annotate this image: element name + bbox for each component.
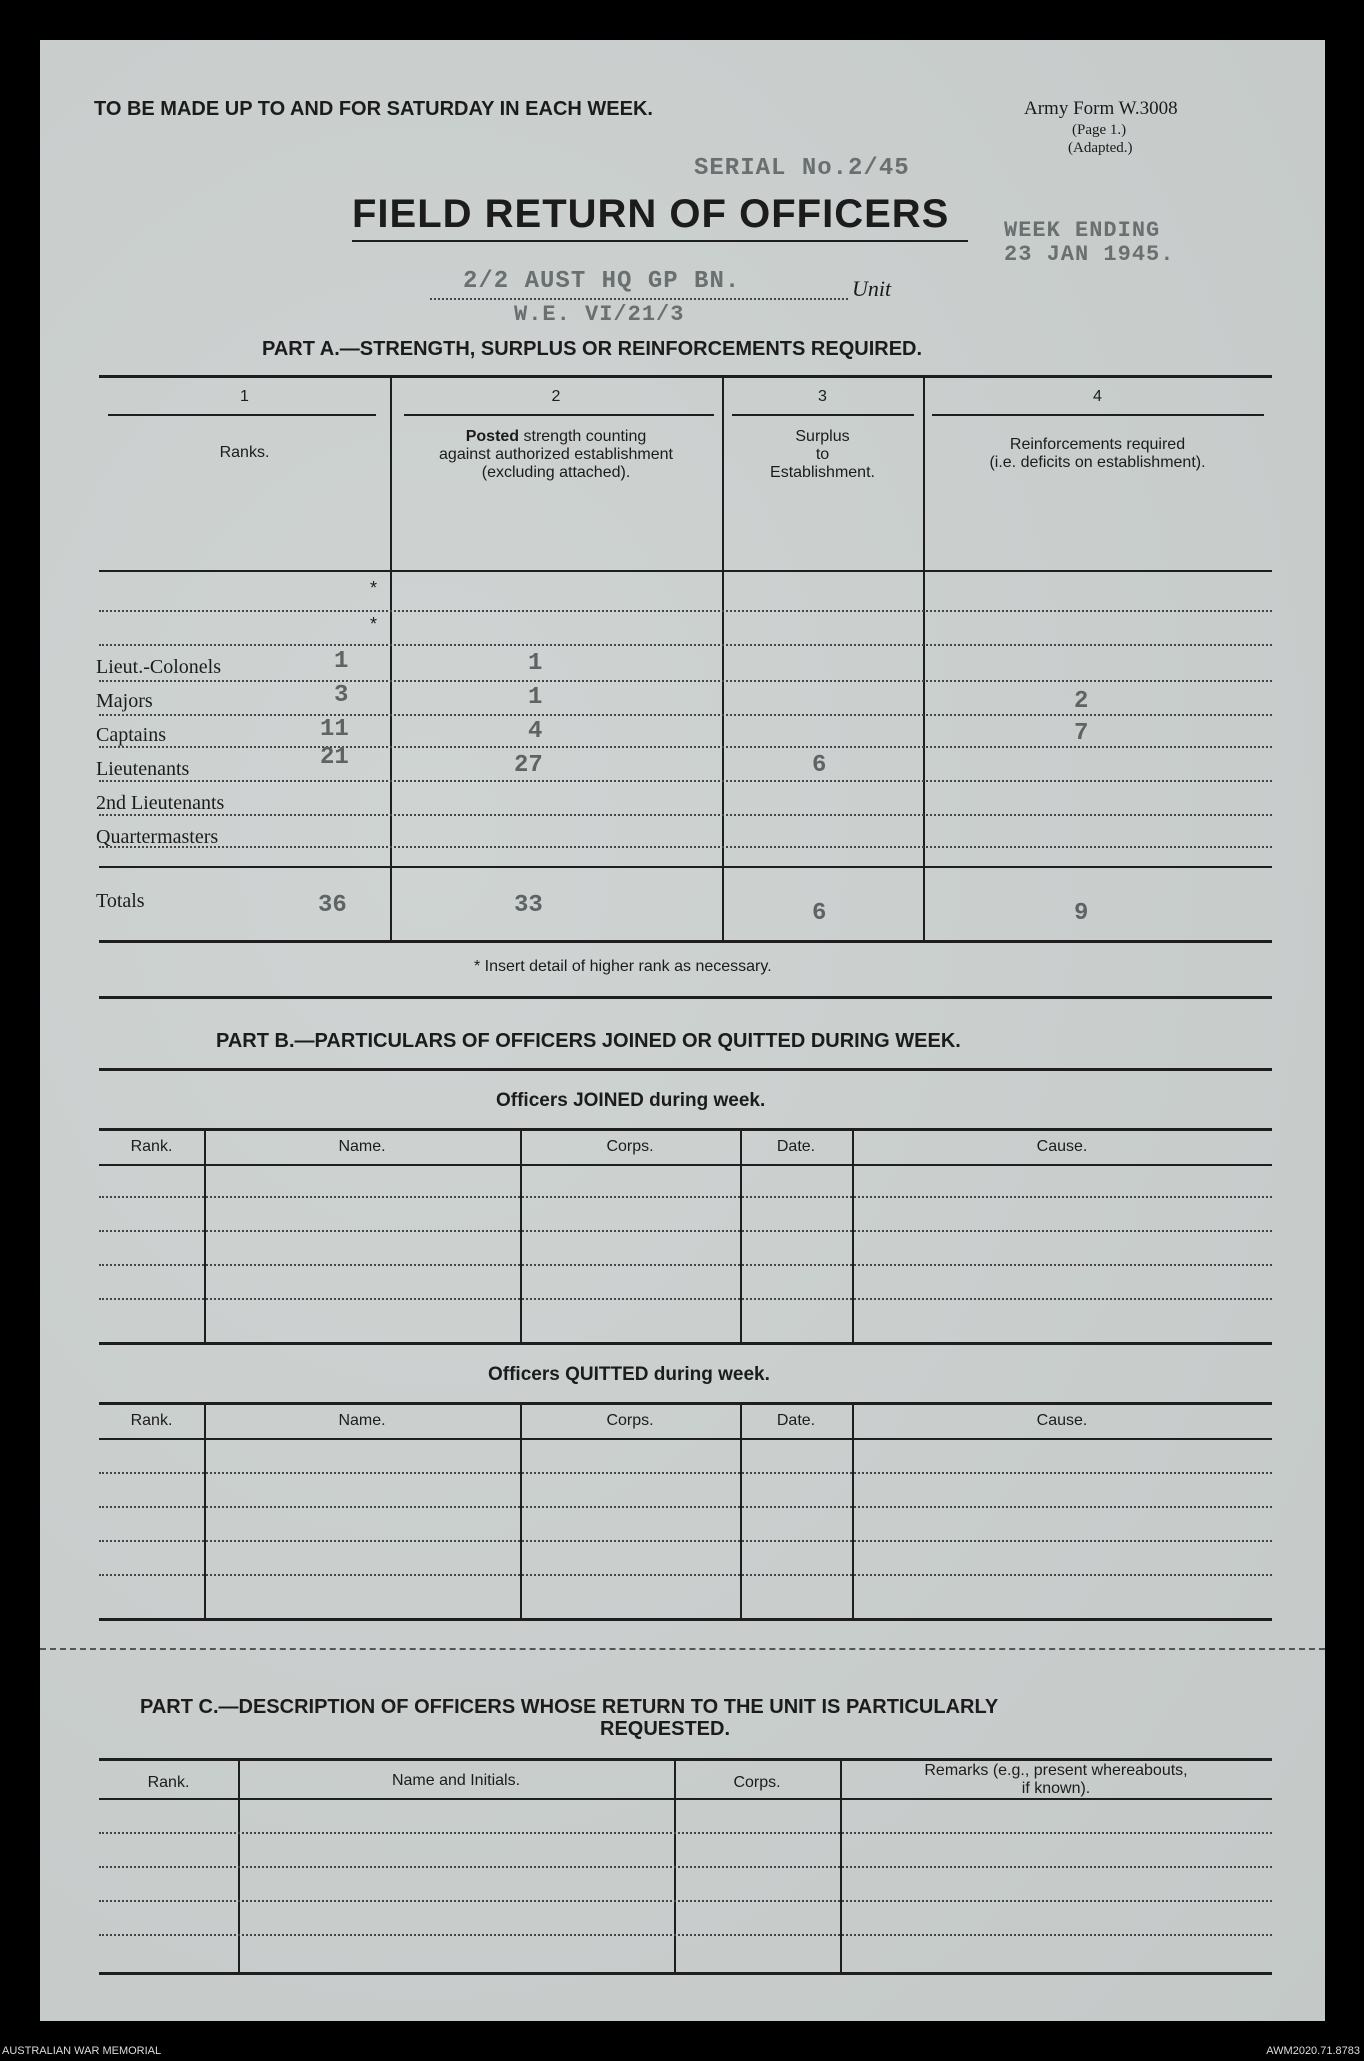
quitted-row bbox=[99, 1506, 1272, 1508]
posted-lieut-colonels: 1 bbox=[528, 650, 543, 677]
perforation-line bbox=[40, 1648, 1325, 1650]
part-c-row bbox=[99, 1900, 1272, 1902]
totals-posted: 33 bbox=[514, 892, 543, 919]
part-c-row bbox=[99, 1832, 1272, 1834]
reinforcements-majors: 2 bbox=[1074, 688, 1089, 715]
column-number-3: 3 bbox=[818, 388, 827, 405]
instruction-text: TO BE MADE UP TO AND FOR SATURDAY IN EACH WEEK. bbox=[94, 98, 653, 120]
archive-name: AUSTRALIAN WAR MEMORIAL bbox=[2, 2045, 162, 2057]
page-number: (Page 1.) bbox=[1072, 122, 1127, 138]
rank-quartermasters: Quartermasters bbox=[96, 826, 219, 848]
rank-majors: Majors bbox=[96, 690, 153, 712]
totals-reinforcements: 9 bbox=[1074, 900, 1089, 927]
unit-value: 2/2 AUST HQ GP BN. bbox=[463, 268, 741, 295]
war-establishment-stamp: W.E. VI/21/3 bbox=[514, 302, 685, 327]
joined-row bbox=[99, 1230, 1272, 1232]
joined-row bbox=[99, 1196, 1272, 1198]
quitted-col-name: Name. bbox=[338, 1412, 386, 1429]
part-b-title: PART B.—PARTICULARS OF OFFICERS JOINED OR QUITTED DURING WEEK. bbox=[216, 1030, 961, 1052]
archive-reference: AWM2020.71.8783 bbox=[1266, 2045, 1360, 2057]
joined-col-cause: Cause. bbox=[1036, 1138, 1088, 1155]
quitted-table-title: Officers QUITTED during week. bbox=[488, 1364, 770, 1385]
quitted-row bbox=[99, 1472, 1272, 1474]
star-marker: * bbox=[370, 614, 378, 634]
column-number-1: 1 bbox=[240, 388, 249, 405]
surplus-lieutenants: 6 bbox=[812, 752, 827, 779]
quitted-col-date: Date. bbox=[776, 1412, 816, 1429]
quitted-row bbox=[99, 1574, 1272, 1576]
adapted-note: (Adapted.) bbox=[1068, 140, 1133, 156]
part-c-title-line1: PART C.—DESCRIPTION OF OFFICERS WHOSE RETURN TO THE UNIT IS PARTICULARLY bbox=[140, 1696, 999, 1718]
part-c-col-rank: Rank. bbox=[147, 1774, 190, 1791]
posted-lieutenants: 27 bbox=[514, 752, 543, 779]
form-title: FIELD RETURN OF OFFICERS bbox=[352, 192, 950, 236]
part-c-col-remarks: Remarks (e.g., present whereabouts, if known). bbox=[924, 1762, 1188, 1797]
part-c-row bbox=[99, 1866, 1272, 1868]
part-c-col-name: Name and Initials. bbox=[391, 1772, 521, 1789]
column-header-surplus: Surplus to Establishment. bbox=[770, 428, 875, 481]
joined-col-corps: Corps. bbox=[606, 1138, 654, 1155]
column-header-reinforcements: Reinforcements required (i.e. deficits on establishment). bbox=[989, 436, 1206, 471]
joined-col-rank: Rank. bbox=[130, 1138, 173, 1155]
totals-label: Totals bbox=[96, 890, 145, 912]
rank-lieutenants: Lieutenants bbox=[96, 758, 190, 780]
part-c-row bbox=[99, 1934, 1272, 1936]
joined-row bbox=[99, 1298, 1272, 1300]
quitted-col-rank: Rank. bbox=[130, 1412, 173, 1429]
week-ending-label: WEEK ENDING bbox=[1004, 218, 1161, 243]
week-ending-date: 23 JAN 1945. bbox=[1004, 242, 1175, 267]
establishment-lieut-colonels: 1 bbox=[334, 648, 349, 675]
posted-captains: 4 bbox=[528, 718, 543, 745]
unit-dotted-line bbox=[430, 298, 848, 300]
column-number-2: 2 bbox=[551, 388, 561, 405]
archive-footer bbox=[0, 2045, 1364, 2061]
unit-label: Unit bbox=[852, 276, 892, 301]
joined-col-name: Name. bbox=[338, 1138, 386, 1155]
footnote-higher-rank: * Insert detail of higher rank as necessary. bbox=[474, 958, 772, 975]
establishment-lieutenants: 21 bbox=[320, 744, 349, 771]
rank-lieut-colonels: Lieut.-Colonels bbox=[96, 656, 221, 678]
army-form-number: Army Form W.3008 bbox=[1024, 98, 1178, 119]
part-a-title: PART A.—STRENGTH, SURPLUS OR REINFORCEMENTS REQUIRED. bbox=[262, 338, 923, 360]
form-sheet bbox=[40, 40, 1325, 2021]
rank-captains: Captains bbox=[96, 724, 166, 746]
totals-surplus: 6 bbox=[812, 900, 827, 927]
establishment-captains: 11 bbox=[320, 716, 349, 743]
quitted-col-cause: Cause. bbox=[1036, 1412, 1088, 1429]
column-header-posted: Posted strength counting against authorized establishment (excluding attached). bbox=[439, 428, 673, 481]
joined-col-date: Date. bbox=[776, 1138, 816, 1155]
column-header-ranks: Ranks. bbox=[219, 444, 270, 461]
joined-row bbox=[99, 1264, 1272, 1266]
quitted-row bbox=[99, 1540, 1272, 1542]
star-marker: * bbox=[370, 578, 378, 598]
title-underline bbox=[352, 240, 968, 242]
posted-majors: 1 bbox=[528, 684, 543, 711]
part-c-title-line2: REQUESTED. bbox=[600, 1718, 731, 1740]
reinforcements-captains: 7 bbox=[1074, 720, 1089, 747]
serial-number-stamp: SERIAL No.2/45 bbox=[694, 155, 910, 182]
totals-establishment: 36 bbox=[318, 892, 347, 919]
quitted-col-corps: Corps. bbox=[606, 1412, 654, 1429]
rank-2nd-lieutenants: 2nd Lieutenants bbox=[96, 792, 225, 814]
part-c-col-corps: Corps. bbox=[733, 1774, 781, 1791]
establishment-majors: 3 bbox=[334, 682, 349, 709]
column-number-4: 4 bbox=[1093, 388, 1102, 405]
joined-table-title: Officers JOINED during week. bbox=[496, 1090, 766, 1111]
